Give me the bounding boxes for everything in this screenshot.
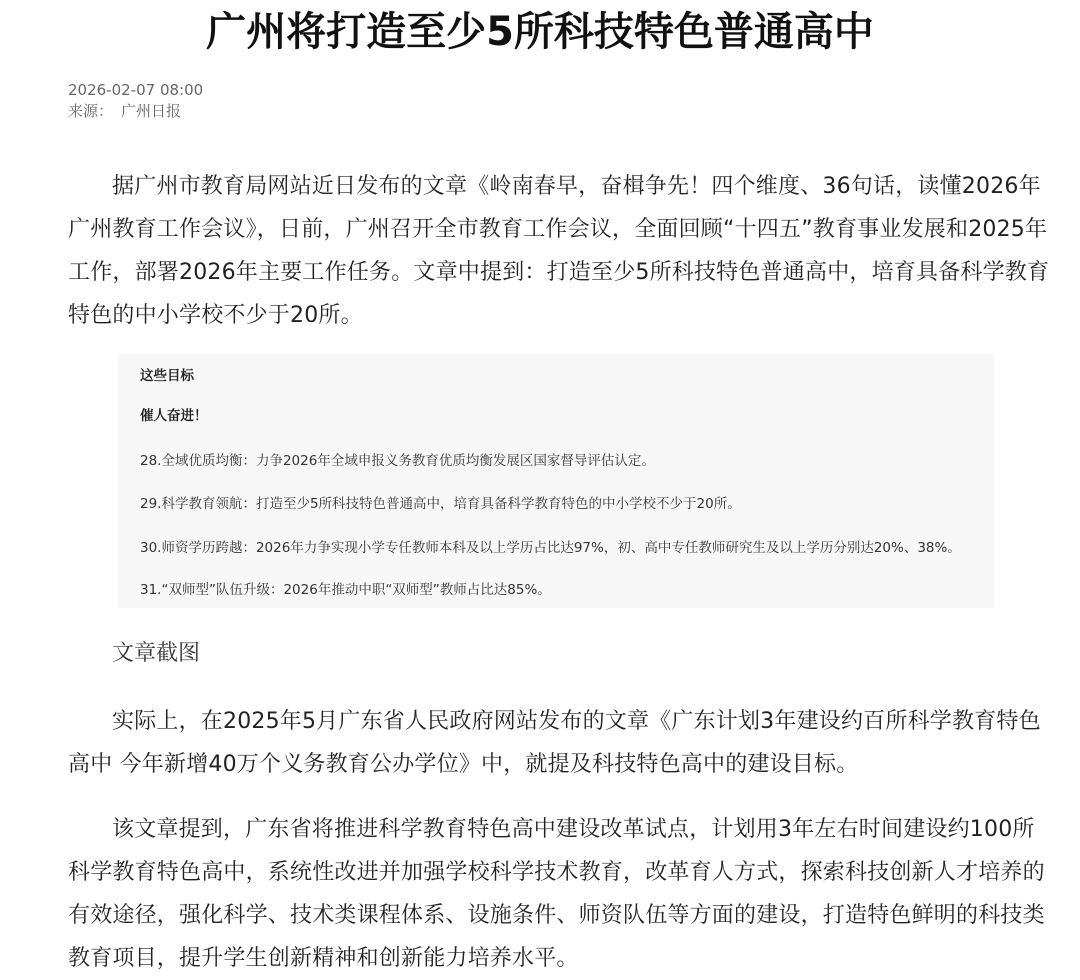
paragraph-intro: 据广州市教育局网站近日发布的文章《岭南春早，奋楫争先！四个维度、36句话，读懂2026年广州教育工作会议》，日前，广州召开全市教育工作会议，全面回顾“十四五”教育事业发展和2025年工作，部署2026年主要工作任务。文章中提到：打造至少5所科技特色普通高中，培育具备科学教育特色的中小学校不少于20所。 — [68, 174, 1050, 328]
article-screenshot-figure — [118, 354, 994, 608]
article-title: 广州将打造至少5所科技特色普通高中 — [206, 9, 874, 55]
figure-caption: 文章截图 — [112, 641, 201, 666]
article-meta — [68, 80, 203, 122]
figure-heading-1: 这些目标 — [140, 368, 194, 384]
paragraph-background: 实际上，在2025年5月广东省人民政府网站发布的文章《广东计划3年建设约百所科学教育特色高中 今年新增40万个义务教育公办学位》中，就提及科技特色高中的建设目标。 — [68, 709, 1041, 777]
publish-date: 2026-02-07 08:00 — [68, 81, 204, 99]
figure-item-31: 31.“双师型”队伍升级：2026年推动中职“双师型”教师占比达85%。 — [140, 582, 551, 598]
figure-item-29: 29.科学教育领航：打造至少5所科技特色普通高中，培育具备科学教育特色的中小学校不少于20所。 — [140, 496, 741, 512]
paragraph-details: 该文章提到，广东省将推进科学教育特色高中建设改革试点，计划用3年左右时间建设约100所科学教育特色高中，系统性改进并加强学校科学技术教育，改革育人方式，探索科技创新人才培养的有效途径，强化科学、技术类课程体系、设施条件、师资队伍等方面的建设，打造特色鲜明的科技类教育项目，提升学生创新精神和创新能力培养水平。 — [68, 817, 1045, 971]
figure-heading-2: 催人奋进！ — [140, 408, 208, 424]
figure-item-28: 28.全域优质均衡：力争2026年全域申报义务教育优质均衡发展区国家督导评估认定。 — [140, 453, 655, 469]
source-line — [68, 101, 203, 122]
source-name: 广州日报 — [121, 102, 182, 120]
source-label: 来源： — [68, 102, 114, 120]
figure-item-30: 30.师资学历跨越：2026年力争实现小学专任教师本科及以上学历占比达97%，初、高中专任教师研究生及以上学历分别达20%、38%。 — [140, 540, 961, 556]
